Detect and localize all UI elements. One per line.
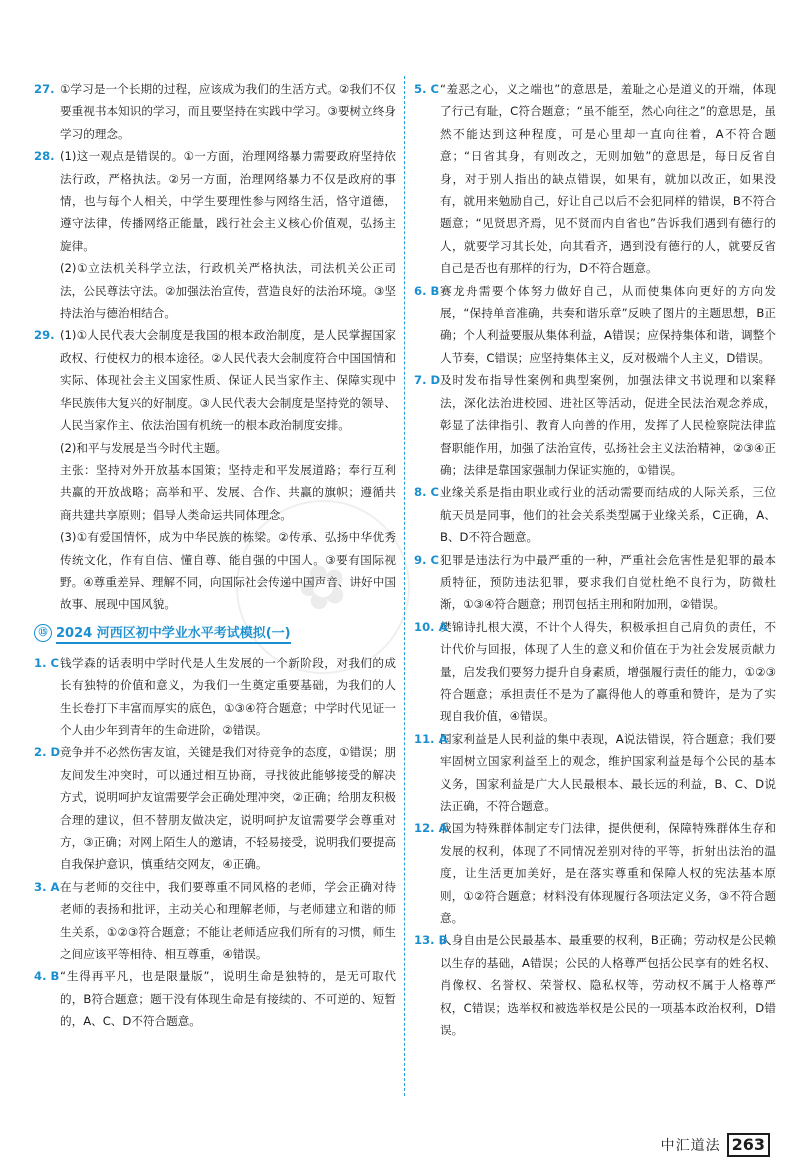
answer-text: 竞争并不必然伤害友谊，关键是我们对待竞争的态度，①错误；朋友间发生冲突时，可以通过相互协商，寻找彼此能够接受的解决方式，说明呵护友谊需要学会正确处理冲突，②正确；给朋友积极合理的建议，但不替朋友做决定，说明呵护友谊需要学会尊重对方，③正确；对网上陌生人的邀请，不轻易接受，说明我们要提高自我保护意识，慎重结交网友，④正确。 (60, 745, 396, 872)
answer-entry (414, 929, 776, 1041)
answer-entry (414, 280, 776, 370)
answer-text: (2)和平与发展是当今时代主题。 (60, 440, 228, 455)
answer-text: “羞恶之心，义之端也”的意思是，羞耻之心是道义的开端，体现了行己有耻，C符合题意；“虽不能至，然心向往之”的意思是，虽然不能达到这种程度，可是心里却一直向往着，A不符合题意；“日省其身，有则改之，无则加勉”的意思是，每日反省自身，对于别人指出的缺点错误，如果有，就加以改正，如果没有，就用来勉励自己，好让自己以后不会犯同样的错误，B不符合题意；“见贤思齐焉，见不贤而内自省也”告诉我们遇到有德行的人，就要学习其长处，向其看齐，遇到没有德行的人，就要反省自己是否也有那样的行为，D不符合题意。 (440, 82, 776, 276)
answer-text: (2)①立法机关科学立法，行政机关严格执法，司法机关公正司法，公民尊法守法。②加强法治宣传，营造良好的法治环境。③坚持法治与德治相结合。 (60, 261, 396, 321)
answer-number: 5. C (414, 82, 440, 96)
answer-text: 国家利益是人民利益的集中表现，A说法错误，符合题意；我们要牢固树立国家利益至上的观念，维护国家利益是每个公民的基本义务，国家利益是广大人民最根本、最长远的利益，B、C、D说法正确，不符合题意。 (440, 731, 776, 813)
answer-text: 犯罪是违法行为中最严重的一种，严重社会危害性是犯罪的最本质特征，预防违法犯罪，要求我们自觉杜绝不良行为，防微杜渐，①③④符合题意；刑罚包括主刑和附加刑，②错误。 (440, 552, 776, 612)
column-divider (404, 76, 405, 1096)
answer-entry (414, 549, 776, 616)
answer-text: 我国为特殊群体制定专门法律，提供便利，保障特殊群体生存和发展的权利，体现了不同情况差别对待的平等，折射出法治的温度，让生活更加美好，是在落实尊重和保障人权的宪法基本原则，①②符合题意；材料没有体现履行各项法定义务，③不符合题意。 (440, 821, 776, 926)
answer-entry (414, 78, 776, 280)
answer-number: 27. (34, 82, 55, 96)
answer-number: 28. (34, 149, 55, 164)
answer-entry (414, 817, 776, 929)
left-entries-after (34, 652, 396, 1033)
answer-text: 钱学森的话表明中学时代是人生发展的一个新阶段，对我们的成长有独特的价值和意义，为我们一生奠定重要基础，为我们的人生长卷打下丰富而厚实的底色，①③④符合题意；中学时代见证一个人由少年到青年的生命进阶，②错误。 (60, 655, 396, 737)
answer-entry (34, 741, 396, 875)
answer-number: 7. D (414, 373, 441, 388)
section-title-text: 2024 河西区初中学业水平考试模拟(一) (56, 622, 291, 644)
answer-number: 2. D (34, 745, 61, 760)
answer-number: 9. C (414, 552, 440, 567)
answer-text: (1)①人民代表大会制度是我国的根本政治制度，是人民掌握国家政权、行使权力的根本途径。②人民代表大会制度符合中国国情和实际、体现社会主义国家性质、保证人民当家作主、保障实现中华民族伟大复兴的好制度。③人民代表大会制度是坚持党的领导、人民当家作主、依法治国有机统一的根本政治制度安排。 (60, 328, 396, 433)
answer-text: 及时发布指导性案例和典型案例，加强法律文书说理和以案释法，深化法治进校园、进社区等活动，促进全民法治观念养成，彰显了法律指引、教育人向善的作用，发挥了人民检察院法律监督职能作用，加强了法治宣传，弘扬社会主义法治精神，②③④正确；法律是靠国家强制力保证实施的，①错误。 (440, 373, 776, 477)
answer-number: 4. B (34, 969, 60, 984)
answer-entry (34, 965, 396, 1032)
section-header (34, 620, 396, 646)
answer-entry (414, 369, 776, 481)
answer-text: 在与老师的交往中，我们要尊重不同风格的老师，学会正确对待老师的表扬和批评，主动关心和理解老师，与老师建立和谐的师生关系，①②③符合题意；不能让老师适应我们所有的习惯，师生之间应该平等相待、相互尊重，④错误。 (60, 879, 396, 962)
answer-text: 业缘关系是指由职业或行业的活动需要而结成的人际关系，三位航天员是同事，他们的社会关系类型属于业缘关系，C正确，A、B、D不符合题意。 (440, 485, 776, 545)
answer-entry (34, 652, 396, 742)
answer-number: 12. A (414, 821, 448, 836)
answer-number: 6. B (414, 283, 440, 298)
answer-text: “生得再平凡，也是限量版”，说明生命是独特的，是无可取代的，B符合题意；题干没有体现生命是有接续的、不可逆的、短暂的，A、C、D不符合题意。 (60, 969, 396, 1029)
answer-entry (414, 728, 776, 818)
answer-entry (414, 481, 776, 548)
page-number: 263 (727, 1133, 770, 1157)
answer-number: 1. C (34, 655, 60, 670)
answer-entry (34, 78, 396, 145)
answer-number: 3. A (34, 879, 60, 894)
answer-entry (414, 616, 776, 728)
answer-text: (3)①有爱国情怀，成为中华民族的栋梁。②传承、弘扬中华优秀传统文化，作有自信、懂自尊、能自强的中国人。③要有国际视野。④尊重差异、理解不同，向国际社会传递中国声音、讲好中国故事、展现中国风貌。 (60, 530, 396, 612)
answer-text: (1)这一观点是错误的。①一方面，治理网络暴力需要政府坚持依法行政，严格执法。②另一方面，治理网络暴力不仅是政府的事情，也与每个人相关，中学生要理性参与网络生活，恪守道德，遵守法律，传播网络正能量，践行社会主义核心价值观，弘扬主旋律。 (60, 149, 396, 253)
answer-text: 主张：坚持对外开放基本国策；坚持走和平发展道路；奉行互利共赢的开放战略；高举和平、发展、合作、共赢的旗帜；遵循共商共建共享原则；倡导人类命运共同体理念。 (60, 462, 396, 522)
section-badge: ⑮ (34, 624, 52, 642)
answer-text: 人身自由是公民最基本、最重要的权利，B正确；劳动权是公民赖以生存的基础，A错误；公民的人格尊严包括公民享有的姓名权、肖像权、名誉权、荣誉权、隐私权等，劳动权不属于人格尊严权，C错误；选举权和被选举权是公民的一项基本政治权利，D错误。 (440, 933, 776, 1038)
answer-number: 11. A (414, 731, 448, 746)
answer-text: 赛龙舟需要个体努力做好自己，从而使集体向更好的方向发展，“保持单音准确，共奏和谐乐章”反映了图片的主题思想，B正确；个人利益要服从集体利益，A错误；应保持集体和谐，调整个人节奏，C错误；应坚持集体主义，反对极端个人主义，D错误。 (440, 283, 776, 365)
left-column (34, 78, 396, 1033)
left-entries-before (34, 78, 396, 616)
answer-entry (34, 876, 396, 966)
right-entries (414, 78, 776, 1041)
answer-number: 29. (34, 328, 55, 343)
footer-brand: 中汇道法 (660, 1138, 721, 1154)
answer-text: 樊锦诗扎根大漠，不计个人得失，积极承担自己肩负的责任，不计代价与回报，体现了人生的意义和价值在于为社会发展贡献力量，启发我们要努力提升自身素质，增强履行责任的能力，①②③符合题意；承担责任不是为了赢得他人的尊重和赞许，是为了实现自我价值，④错误。 (440, 619, 776, 724)
right-column (414, 78, 776, 1041)
answer-entry (34, 324, 396, 615)
answer-number: 8. C (414, 485, 440, 500)
answer-text: ①学习是一个长期的过程，应该成为我们的生活方式。②我们不仅要重视书本知识的学习，而且要坚持在实践中学习。③要树立终身学习的理念。 (60, 82, 396, 141)
answer-number: 13. B (414, 933, 448, 948)
watermark-seal-icon: ✿ (211, 475, 434, 698)
answer-number: 10. A (414, 619, 448, 634)
answer-entry (34, 145, 396, 324)
page-footer (661, 1133, 770, 1157)
